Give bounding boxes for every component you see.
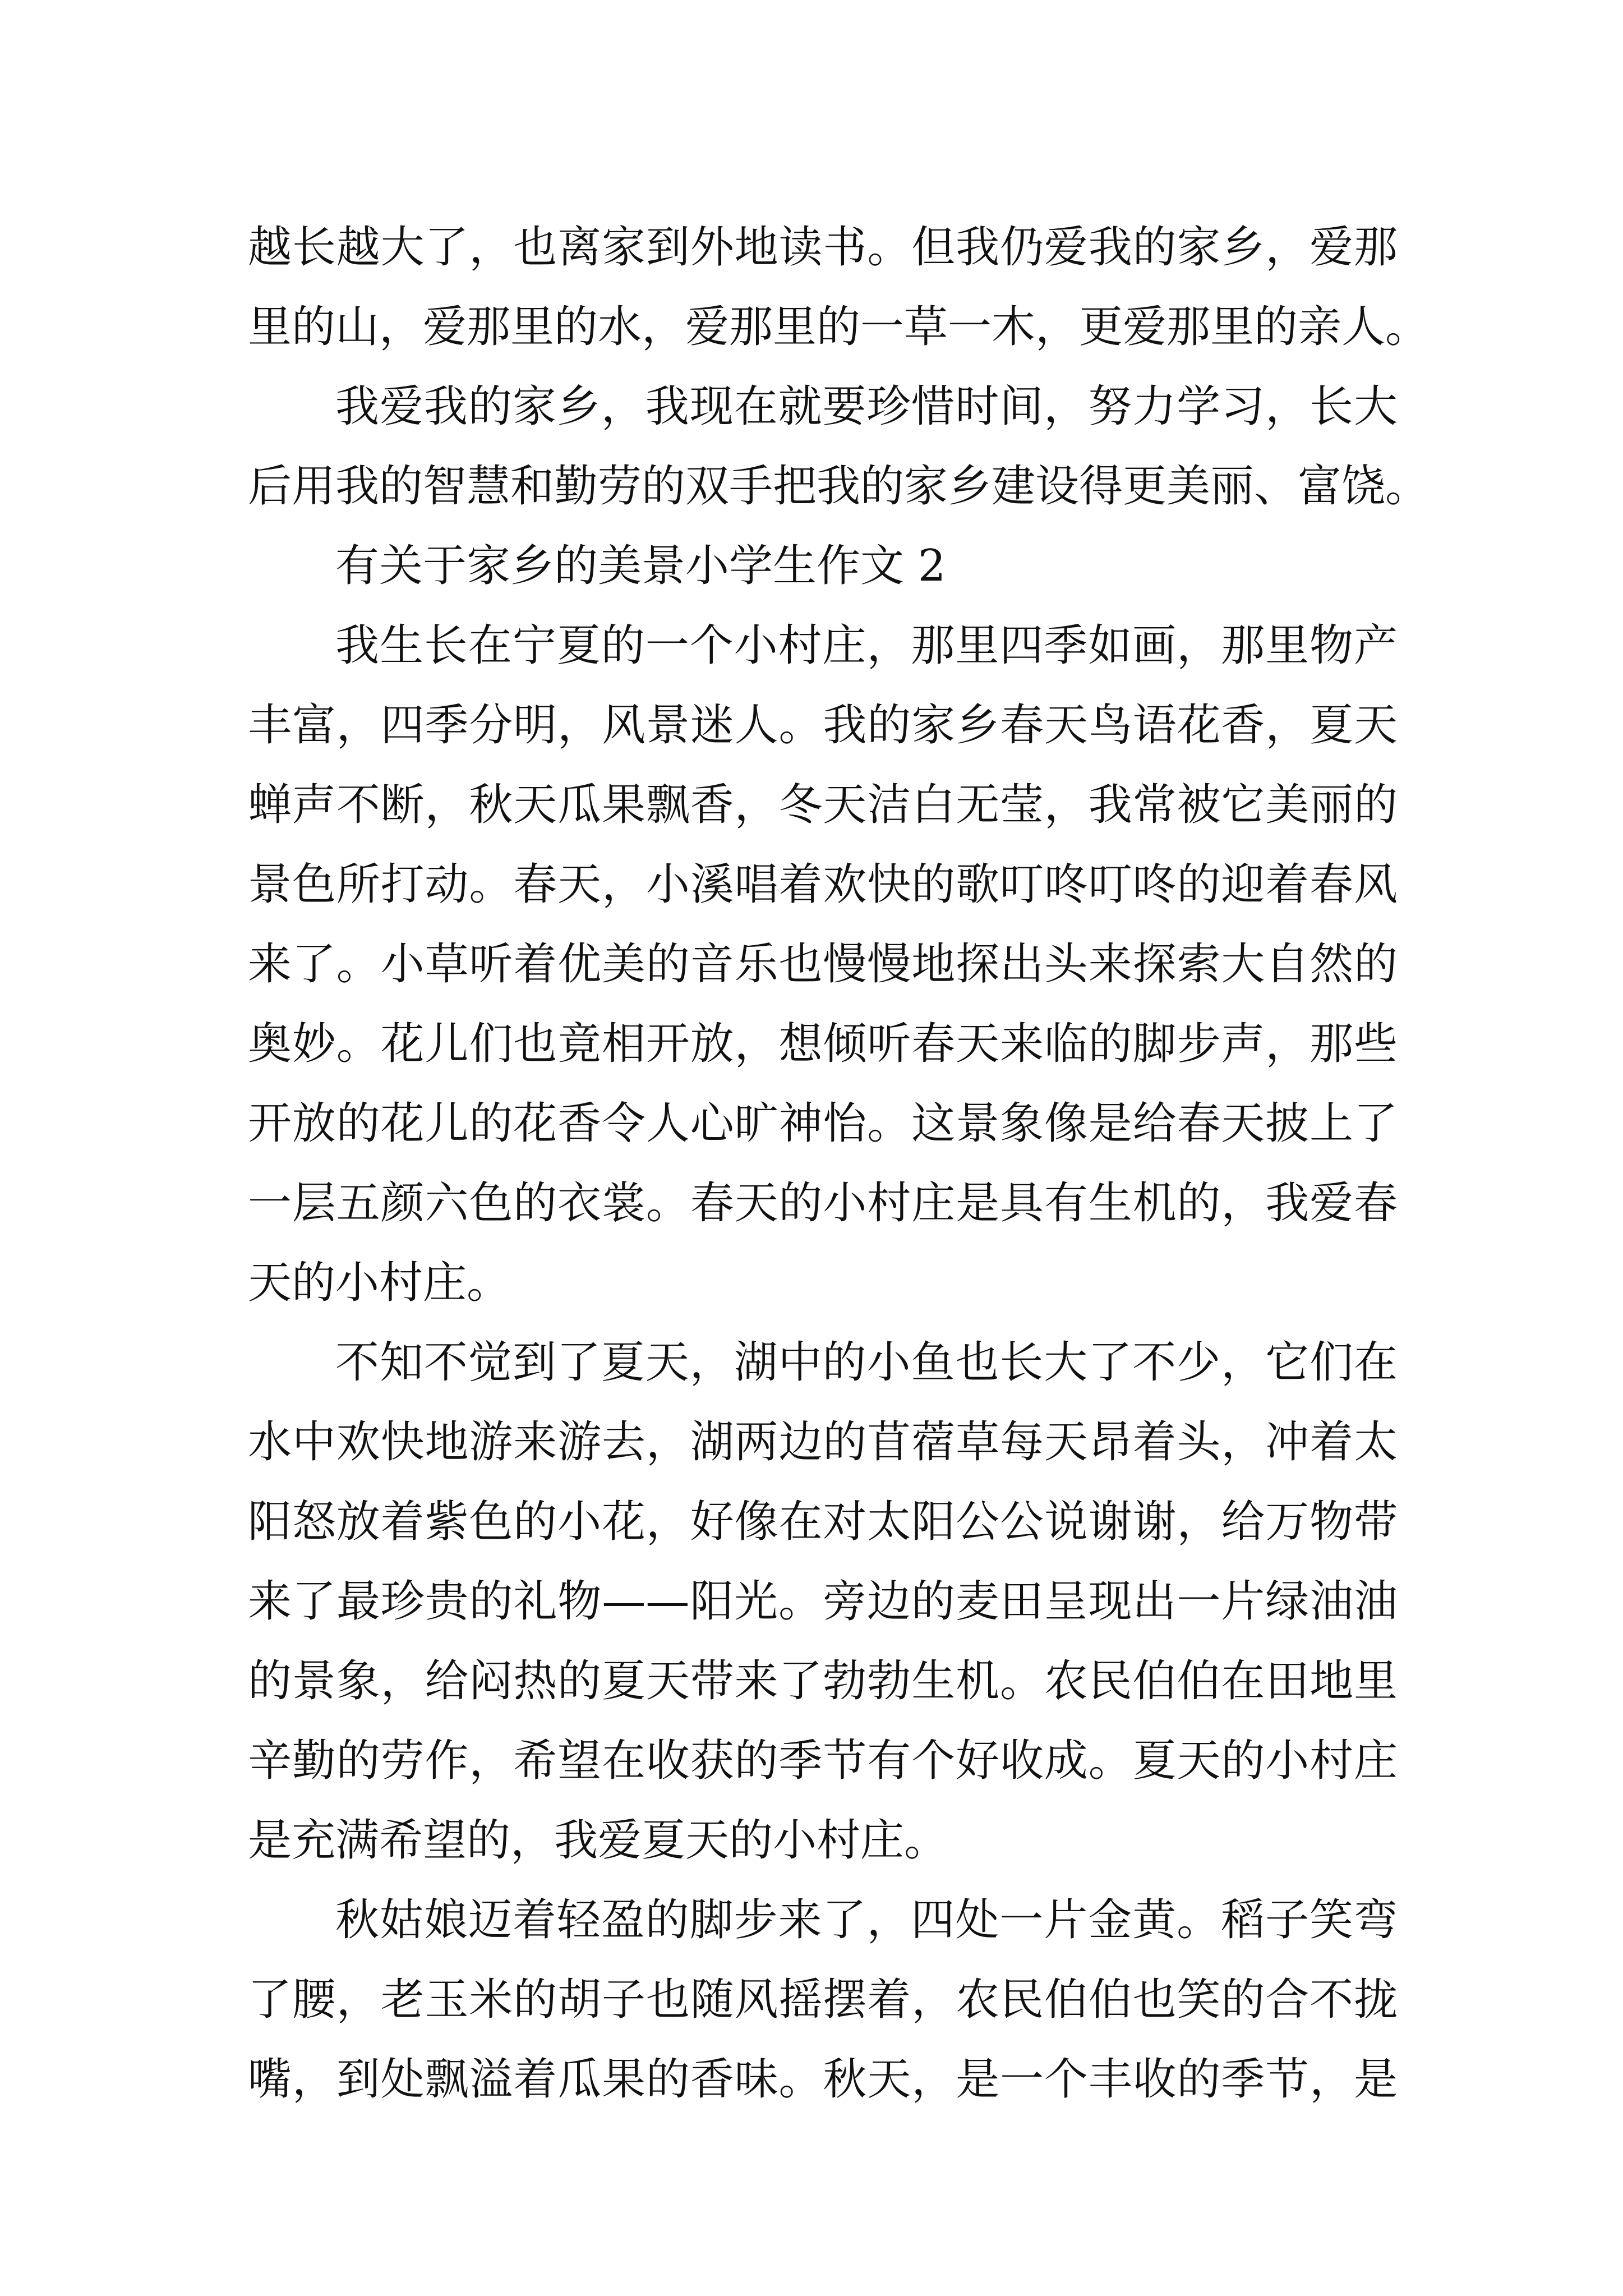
text-line: 来了。小草听着优美的音乐也慢慢地探出头来探索大自然的 bbox=[248, 939, 1398, 990]
paragraph-2 bbox=[248, 367, 1430, 526]
text-line: 水中欢快地游来游去，湖两边的苜蓿草每天昂着头，冲着太 bbox=[248, 1417, 1398, 1467]
paragraph-4 bbox=[248, 1323, 1398, 1880]
paragraph-3 bbox=[248, 606, 1398, 1323]
text-line: 一层五颜六色的衣裳。春天的小村庄是具有生机的，我爱春 bbox=[248, 1178, 1398, 1228]
text-line: 天的小村庄。 bbox=[248, 1258, 511, 1308]
text-line: 里的山，爱那里的水，爱那里的一草一木，更爱那里的亲人。 bbox=[248, 302, 1430, 352]
paragraph-5 bbox=[248, 1880, 1398, 2119]
text-line: 嘴，到处飘溢着瓜果的香味。秋天，是一个丰收的季节，是 bbox=[248, 2054, 1398, 2105]
text-line: 的景象，给闷热的夏天带来了勃勃生机。农民伯伯在田地里 bbox=[248, 1656, 1398, 1706]
text-line: 我爱我的家乡，我现在就要珍惜时间，努力学习，长大 bbox=[335, 381, 1398, 432]
text-line: 秋姑娘迈着轻盈的脚步来了，四处一片金黄。稻子笑弯 bbox=[335, 1895, 1398, 1945]
paragraph-1 bbox=[248, 208, 1430, 367]
text-line: 来了最珍贵的礼物——阳光。旁边的麦田呈现出一片绿油油 bbox=[248, 1576, 1398, 1627]
text-line: 越长越大了，也离家到外地读书。但我仍爱我的家乡，爱那 bbox=[248, 222, 1398, 273]
essay-title bbox=[248, 526, 1398, 606]
text-line: 景色所打动。春天，小溪唱着欢快的歌叮咚叮咚的迎着春风 bbox=[248, 859, 1398, 910]
text-line: 奥妙。花儿们也竟相开放，想倾听春天来临的脚步声，那些 bbox=[248, 1019, 1398, 1069]
document-body bbox=[248, 208, 1430, 2119]
title-line: 有关于家乡的美景小学生作文 2 bbox=[335, 541, 946, 591]
text-line: 了腰，老玉米的胡子也随风摇摆着，农民伯伯也笑的合不拢 bbox=[248, 1975, 1398, 2025]
text-line: 开放的花儿的花香令人心旷神怡。这景象像是给春天披上了 bbox=[248, 1098, 1398, 1149]
text-line: 是充满希望的，我爱夏天的小村庄。 bbox=[248, 1815, 948, 1866]
text-line: 我生长在宁夏的一个小村庄，那里四季如画，那里物产 bbox=[335, 620, 1398, 671]
text-line: 后用我的智慧和勤劳的双手把我的家乡建设得更美丽、富饶。 bbox=[248, 461, 1430, 512]
text-line: 丰富，四季分明，风景迷人。我的家乡春天鸟语花香，夏天 bbox=[248, 700, 1398, 751]
text-line: 蝉声不断，秋天瓜果飘香，冬天洁白无莹，我常被它美丽的 bbox=[248, 780, 1398, 830]
text-line: 阳怒放着紫色的小花，好像在对太阳公公说谢谢，给万物带 bbox=[248, 1497, 1398, 1547]
text-line: 辛勤的劳作，希望在收获的季节有个好收成。夏天的小村庄 bbox=[248, 1736, 1398, 1786]
text-line: 不知不觉到了夏天，湖中的小鱼也长大了不少，它们在 bbox=[335, 1337, 1398, 1388]
